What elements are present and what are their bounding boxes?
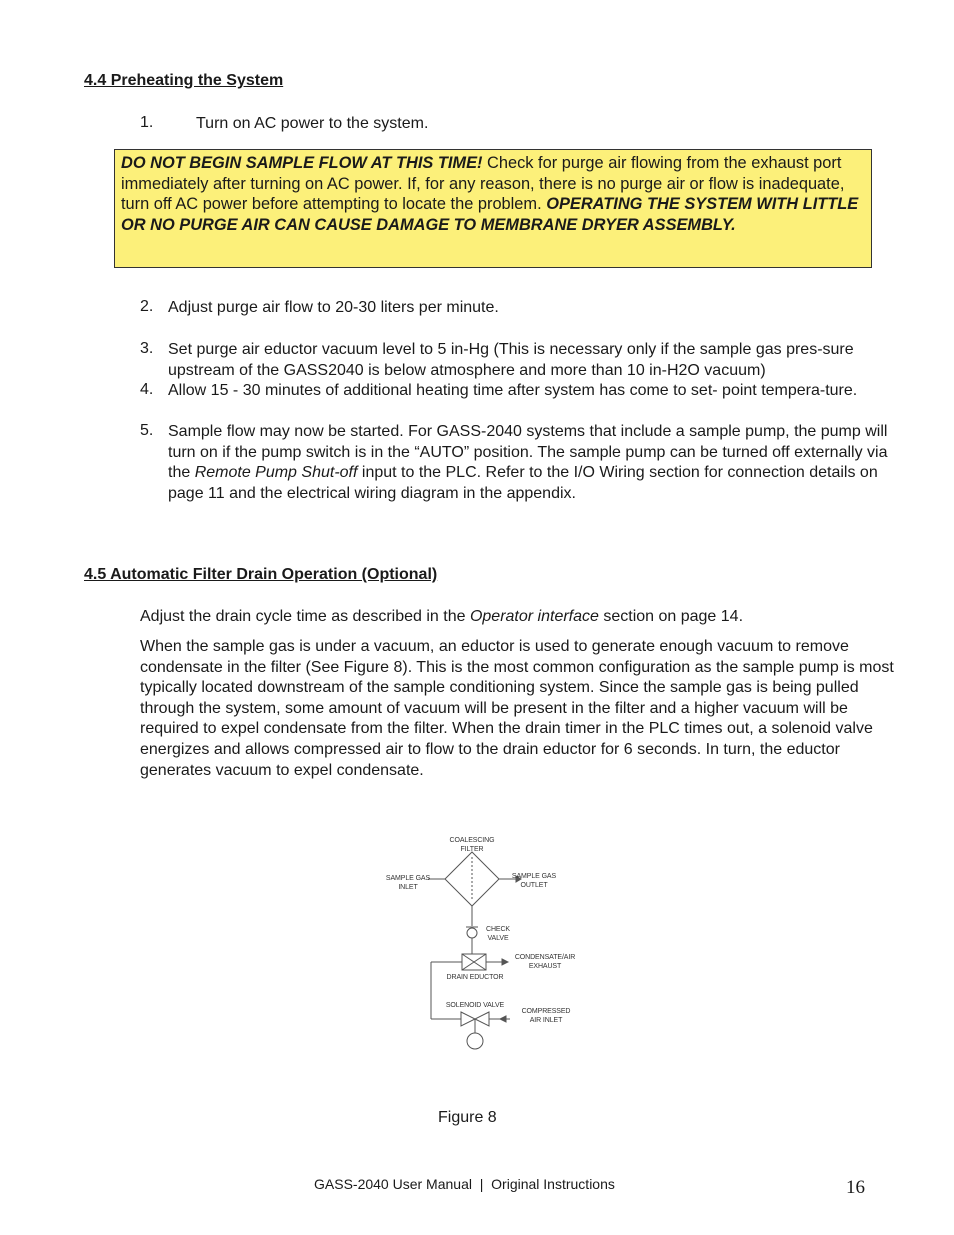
label-line: SAMPLE GAS [511,873,557,880]
paragraph-part: Adjust the drain cycle time as described in the [140,608,470,625]
warning-emphasis: OPERATING THE SYSTEM WITH LITTLE OR NO PURGE AIR CAN CAUSE DAMAGE TO MEMBRANE DRYER ASSEMBLY. [121,195,859,234]
label-line: COMPRESSED [521,1008,571,1015]
sample-gas-outlet-label [502,872,566,890]
label-line: CHECK [485,926,510,933]
step-text-part: Sample flow may now be started. For GASS-2040 systems that include a sample pump, the pump will turn on if the pump switch is in the “AUTO” position. The sample pump can be turned off externally via the [168,423,888,481]
step-text [168,422,898,504]
paragraph: When the sample gas is under a vacuum, an eductor is used to generate enough vacuum to remove condensate in the filter (See Figure 8). This is the most common configuration as the sample pump is most typically located downstream of the sample conditioning system. Since the sample gas is being pulled through the system, some amount of vacuum will be present in the filter and a higher vacuum will be required to expel condensate from the filter. When the drain timer in the PLC times out, a solenoid valve energizes and allows compressed air to flow to the drain eductor for 6 seconds. In turn, the eductor generates vacuum to expel condensate. [140,638,894,779]
step-text: Allow 15 - 30 minutes of additional heating time after system has come to set- point tempera-ture. [168,382,858,399]
step-text: Adjust purge air flow to 20-30 liters per minute. [168,299,499,316]
step-number: 5. [140,422,154,439]
solenoid-valve-label: SOLENOID VALVE [445,1002,505,1009]
step-text-part: input to the PLC. Refer to the I/O Wiring section for connection details on page 11 and the electrical wiring diagram in the appendix. [168,464,878,502]
warning-box [114,149,872,268]
paragraph-italic: Operator interface [469,608,599,625]
paragraph-part: section on page 14. [598,608,744,625]
step-text-italic: Remote Pump Shut-off [194,464,358,481]
warning-lead: DO NOT BEGIN SAMPLE FLOW AT THIS TIME! [121,154,483,172]
step-number: 1. [140,114,154,131]
warning-body: Check for purge air flowing from the exhaust port immediately after turning on AC power. If, for any reason, there is no purge air or flow is inadequate, turn off AC power before attempting to locate the problem. [121,154,845,214]
paragraph [140,607,900,628]
step-number: 3. [140,340,154,357]
label-line: VALVE [487,935,509,942]
step-text: Set purge air eductor vacuum level to 5 in-Hg (This is necessary only if the sample gas pres-sure upstream of the GASS2040 is below atmosphere and more than 10 in-H2O vacuum) [168,341,854,379]
step-number: 2. [140,298,154,315]
step-number: 4. [140,381,154,398]
sample-gas-inlet-label [376,874,440,892]
coalescing-filter-label [432,836,512,854]
label-line: AIR INLET [529,1017,563,1024]
label-line: COALESCING [449,837,495,844]
section-heading-4-4: 4.4 Preheating the System [84,72,284,89]
solenoid-valve-symbol [461,1012,475,1026]
condensate-exhaust-label [506,953,584,971]
figure-caption: Figure 8 [438,1109,497,1126]
step-text: Turn on AC power to the system. [196,115,429,132]
label-line: OUTLET [520,882,548,889]
label-line: SAMPLE GAS [385,875,431,882]
compressed-air-inlet-label [510,1007,582,1025]
label-line: EXHAUST [528,963,562,970]
check-valve-label [476,925,520,943]
label-line: FILTER [460,846,484,853]
section-heading-4-5: 4.5 Automatic Filter Drain Operation (Optional) [84,566,438,583]
drain-eductor-label: DRAIN EDUCTOR [446,974,504,981]
page-footer: GASS-2040 User Manual | Original Instructions [314,1176,615,1192]
label-line: INLET [398,884,418,891]
label-line: CONDENSATE/AIR [514,954,576,961]
page-number: 16 [846,1177,865,1198]
